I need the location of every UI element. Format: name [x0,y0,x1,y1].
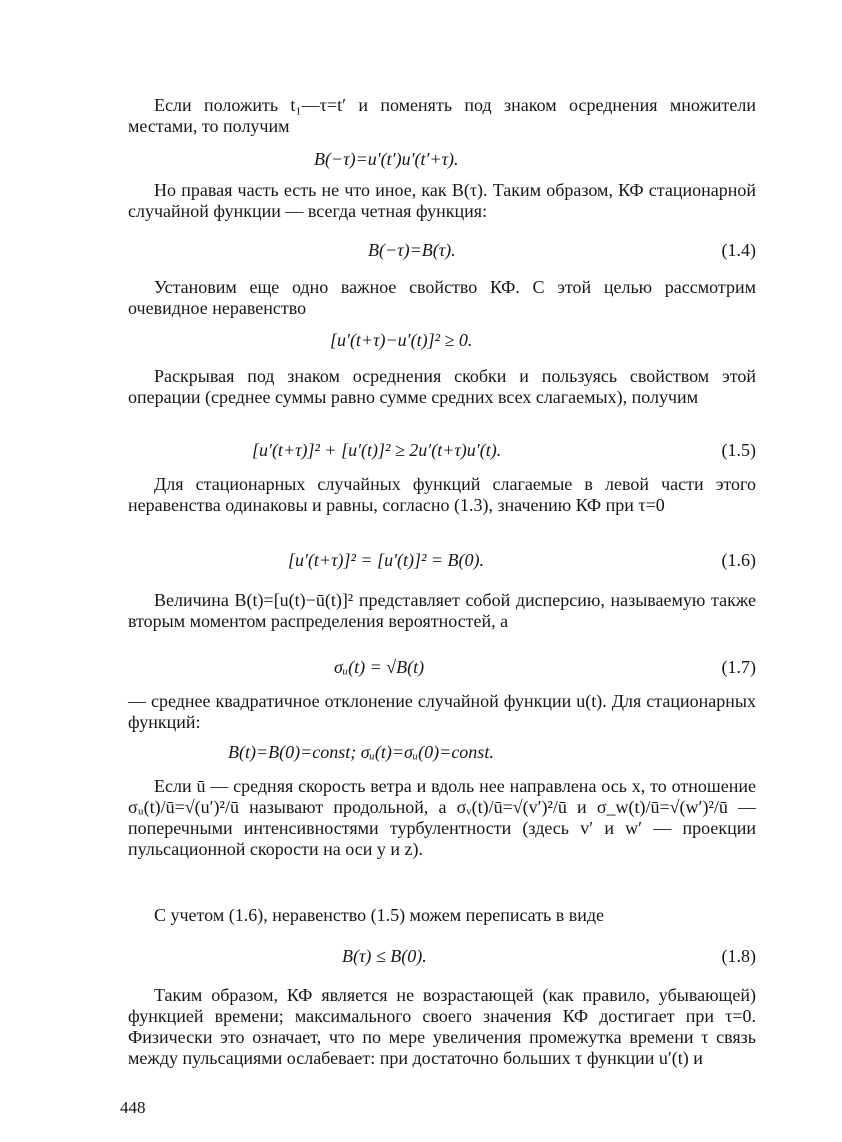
equation-1-7 [128,655,756,679]
equation-1-5 [128,438,756,462]
paragraph-8: Если ū — средняя скорость ветра и вдоль нее направлена ось x, то отношение σᵤ(t)/ū=√(u′)²/ū называют продольной, а σᵥ(t)/ū=√(v′)²/ū и σ_w(t)/ū=√(w′)²/ū — поперечными интенсивностями турбулентности (здесь v′ и w′ — проекции пульсационной скорости на оси y и z). [128,776,756,859]
equation-1-6 [128,548,756,572]
paragraph-5: Для стационарных случайных функций слагаемые в левой части этого неравенства одинаковы и равны, согласно (1.3), значению КФ при τ=0 [128,474,756,515]
equation-formula: σᵤ(t) = √B(t) [334,657,425,677]
equation-unnumbered-2 [128,328,756,352]
equation-number: (1.6) [721,550,756,570]
page-number: 448 [120,1098,146,1117]
equation-formula: B(τ) ≤ B(0). [342,946,427,966]
paragraph-4: Раскрывая под знаком осреднения скобки и пользуясь свойством этой операции (среднее суммы равно сумме средних всех слагаемых), получим [128,366,756,407]
paragraph-3: Установим еще одно важное свойство КФ. С этой целью рассмотрим очевидное неравенство [128,277,756,318]
equation-formula: [u′(t+τ)]² + [u′(t)]² ≥ 2u′(t+τ)u′(t). [252,440,502,460]
equation-formula: [u′(t+τ)]² = [u′(t)]² = B(0). [288,550,485,570]
paragraph-2: Но правая часть есть не что иное, как B(τ). Таким образом, КФ стационарной случайной функции — всегда четная функция: [128,180,756,221]
equation-number: (1.7) [721,657,756,677]
equation-number: (1.8) [721,946,756,966]
equation-1-4 [128,238,756,262]
equation-1-8 [128,944,756,968]
paragraph-10: Таким образом, КФ является не возрастающей (как правило, убывающей) функцией времени; максимального своего значения КФ достигает при τ=0. Физически это означает, что по мере увеличения промежутка времени τ связь между пульсациями ослабевает: при достаточно больших τ функции u′(t) и [128,985,756,1068]
equation-formula: B(−τ)=u′(t′)u′(t′+τ). [314,149,459,169]
equation-formula: B(−τ)=B(τ). [368,240,456,260]
paragraph-1: Если положить t₁—τ=t′ и поменять под знаком осреднения множители местами, то получим [128,95,756,136]
paragraph-6: Величина B(t)=[u(t)−ū(t)]² представляет собой дисперсию, называемую также вторым моментом распределения вероятностей, а [128,590,756,631]
equation-number: (1.4) [721,240,756,260]
equation-number: (1.5) [721,440,756,460]
paragraph-7: — среднее квадратичное отклонение случайной функции u(t). Для стационарных функций: [128,691,756,732]
paragraph-9: С учетом (1.6), неравенство (1.5) можем переписать в виде [154,905,605,925]
equation-formula: B(t)=B(0)=const; σᵤ(t)=σᵤ(0)=const. [228,742,494,762]
equation-formula: [u′(t+τ)−u′(t)]² ≥ 0. [330,330,473,350]
equation-unnumbered-3 [128,740,756,764]
equation-unnumbered-1 [128,147,756,171]
